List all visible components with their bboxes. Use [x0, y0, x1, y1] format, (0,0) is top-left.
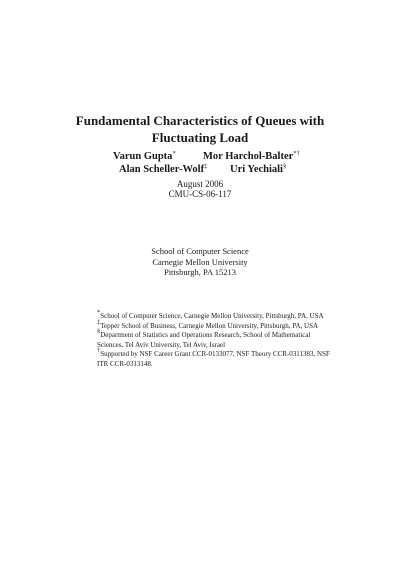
- footnote-text: Supported by NSF Career Grant CCR-0133077, NSF Theory CCR-0311383, NSF ITR CCR-0313148.: [97, 350, 330, 368]
- footnote-mark: †: [97, 347, 101, 355]
- footnote-mark: §: [97, 328, 101, 336]
- author-alan-scheller-wolf: [119, 163, 207, 176]
- author-mark: ‡: [204, 163, 208, 170]
- author-mark: *†: [293, 150, 300, 157]
- author-name: Alan Scheller-Wolf: [119, 164, 205, 175]
- author-mark: §: [282, 163, 287, 170]
- footnote: [97, 318, 332, 332]
- author-uri-yechiali: [230, 163, 286, 176]
- institution-address: [60, 246, 340, 278]
- author-mor-harchol-balter: [203, 150, 300, 163]
- report-date: August 2006: [176, 179, 224, 189]
- footnote: [97, 347, 332, 369]
- author-mark: *: [172, 150, 176, 157]
- affiliation-line-1: School of Computer Science: [151, 246, 249, 256]
- report-number: CMU-CS-06-117: [168, 189, 232, 199]
- footnote-text: Department of Statistics and Operations Research, School of Mathematical Sciences, Tel Aviv University, Tel Aviv, Israel: [97, 331, 311, 349]
- author-list: [60, 150, 340, 176]
- author-varun-gupta: [113, 150, 176, 163]
- author-row-1: [60, 150, 340, 163]
- author-name: Mor Harchol-Balter: [203, 151, 294, 162]
- affiliation-line-2: Carnegie Mellon University: [152, 256, 248, 267]
- author-name: Varun Gupta: [113, 151, 173, 162]
- footnote-text: School of Computer Science, Carnegie Mellon University, Pittsburgh, PA, USA: [100, 312, 324, 320]
- title-line-2: Fluctuating Load: [151, 130, 249, 145]
- footnotes: [97, 309, 332, 370]
- footnote-text: Tepper School of Business, Carnegie Mellon University, Pittsburgh, PA, USA: [100, 321, 319, 330]
- footnote: [97, 328, 332, 350]
- title-line-1: Fundamental Characteristics of Queues with: [75, 113, 325, 128]
- footnote-mark: *: [97, 309, 101, 316]
- footnote-mark: ‡: [97, 318, 101, 326]
- affiliation-line-3: Pittsburgh, PA 15213: [163, 267, 237, 277]
- footnote: [97, 309, 332, 322]
- author-row-2: [60, 163, 340, 176]
- author-name: Uri Yechiali: [230, 164, 283, 175]
- paper-title: [60, 112, 340, 146]
